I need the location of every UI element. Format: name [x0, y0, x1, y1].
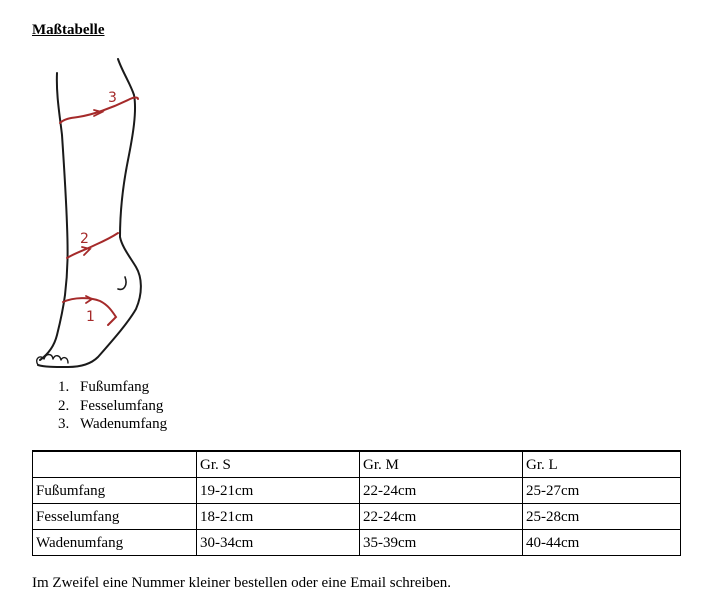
page-title: Maßtabelle: [32, 22, 105, 38]
measurement-legend: [58, 378, 167, 434]
measure-label-3: 3: [108, 90, 117, 106]
table-header-cell: Gr. L: [523, 451, 681, 478]
table-cell: Wadenumfang: [33, 530, 197, 556]
ankle-bone: [118, 277, 126, 289]
table-cell: 19-21cm: [197, 478, 360, 504]
leg-measurement-diagram: [30, 55, 160, 380]
measure-arrow-1: [86, 296, 92, 303]
legend-number: 3.: [58, 416, 70, 432]
measure-label-2: 2: [80, 231, 89, 247]
table-cell: 18-21cm: [197, 504, 360, 530]
table-row: [33, 504, 681, 530]
leg-outline-back: [40, 73, 68, 360]
measure-line-2: [67, 233, 118, 258]
table-cell: 25-28cm: [523, 504, 681, 530]
table-cell: Fesselumfang: [33, 504, 197, 530]
table-cell: 40-44cm: [523, 530, 681, 556]
table-cell: 25-27cm: [523, 478, 681, 504]
table-cell: 30-34cm: [197, 530, 360, 556]
legend-label: Fesselumfang: [80, 397, 164, 414]
table-cell: Fußumfang: [33, 478, 197, 504]
table-header-cell: Gr. M: [360, 451, 523, 478]
table-row: [33, 478, 681, 504]
table-header-row: [33, 451, 681, 478]
footer-note: Im Zweifel eine Nummer kleiner bestellen oder eine Email schreiben.: [32, 575, 451, 591]
legend-label: Wadenumfang: [80, 416, 168, 432]
table-row: [33, 530, 681, 556]
legend-item: [58, 378, 167, 397]
measure-label-1: 1: [86, 309, 95, 325]
legend-number: 1.: [58, 379, 70, 395]
legend-number: 2.: [58, 397, 70, 414]
table-header-cell: Gr. S: [197, 451, 360, 478]
legend-item: [58, 397, 167, 416]
size-table: [32, 450, 681, 556]
table-cell: 22-24cm: [360, 478, 523, 504]
legend-item: [58, 415, 167, 434]
legend-label: Fußumfang: [80, 379, 150, 395]
table-cell: 35-39cm: [360, 530, 523, 556]
table-header-cell: [33, 451, 197, 478]
table-cell: 22-24cm: [360, 504, 523, 530]
measure-line-3: [60, 98, 138, 124]
